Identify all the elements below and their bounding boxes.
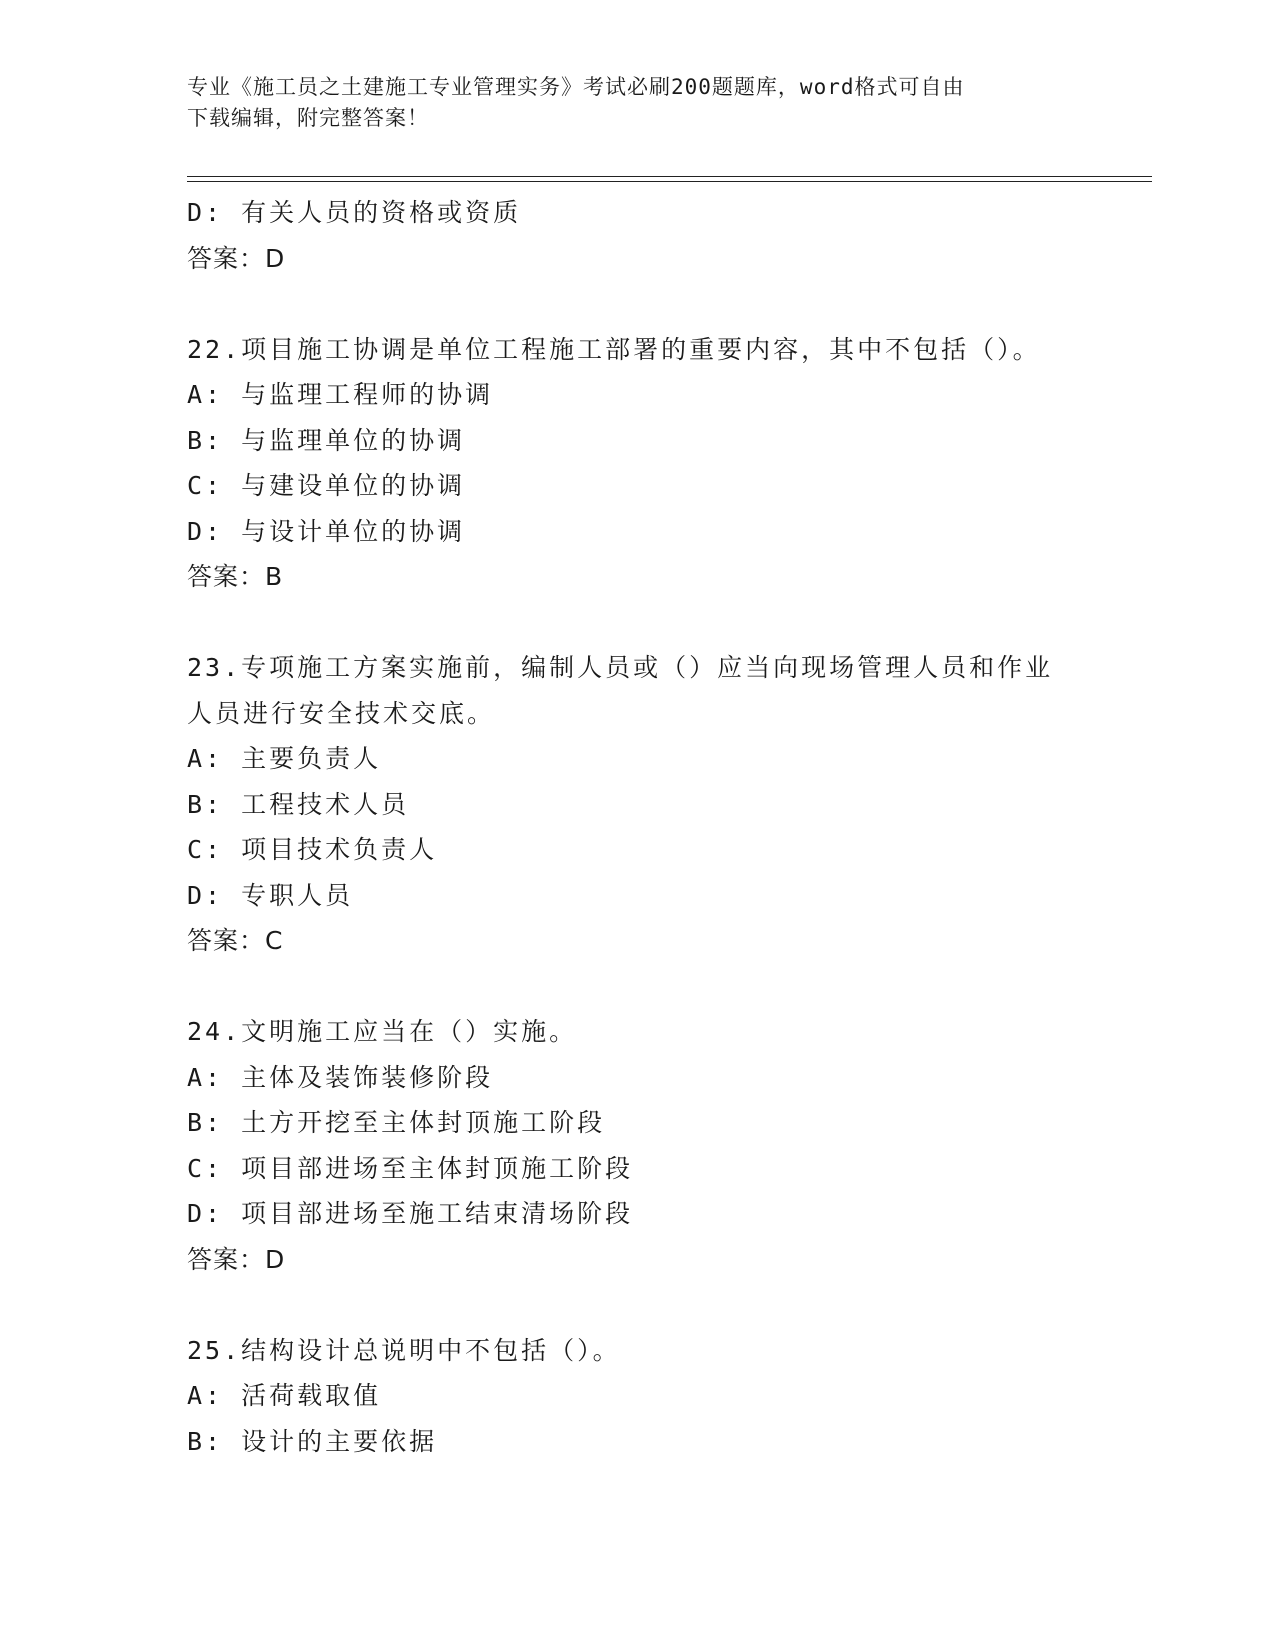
- option-d: D: 有关人员的资格或资质: [187, 198, 522, 227]
- option-a: A: 主体及装饰装修阶段: [187, 1062, 494, 1092]
- answer-line: 答案：D: [187, 243, 286, 273]
- option-b: B: 工程技术人员: [187, 789, 410, 819]
- option-b: B: 土方开挖至主体封顶施工阶段: [187, 1108, 606, 1137]
- answer-line: 答案：D: [187, 1244, 286, 1274]
- option-d: D: 专职人员: [187, 880, 354, 910]
- option-c: C: 与建设单位的协调: [187, 471, 466, 500]
- option-a: A: 主要负责人: [187, 744, 382, 773]
- question-stem: 24.文明施工应当在（）实施。: [187, 1017, 578, 1046]
- header-divider-bottom: [187, 181, 1152, 182]
- option-d: D: 与设计单位的协调: [187, 516, 466, 546]
- header-divider-top: [187, 176, 1152, 177]
- option-a: A: 与监理工程师的协调: [187, 380, 494, 409]
- spacer: [187, 964, 1087, 1010]
- question-list: [187, 190, 1087, 1464]
- question-stem: 25.结构设计总说明中不包括（）。: [187, 1335, 621, 1365]
- option-b: B: 设计的主要依据: [187, 1426, 438, 1456]
- option-d: D: 项目部进场至施工结束清场阶段: [187, 1199, 634, 1228]
- question-stem: 23.专项施工方案实施前，编制人员或（）应当向现场管理人员和作业: [187, 653, 1054, 682]
- option-b: B: 与监理单位的协调: [187, 425, 466, 455]
- question-stem-continued: 人员进行安全技术交底。: [187, 698, 496, 728]
- option-c: C: 项目技术负责人: [187, 835, 438, 864]
- spacer: [187, 600, 1087, 646]
- spacer: [187, 1282, 1087, 1328]
- header-line-2: 下载编辑，附完整答案！: [187, 106, 429, 130]
- document-header: [187, 72, 1067, 134]
- question-stem: 22.项目施工协调是单位工程施工部署的重要内容，其中不包括（）。: [187, 334, 1041, 364]
- answer-line: 答案：C: [187, 926, 284, 955]
- header-line-1: 专业《施工员之土建施工专业管理实务》考试必刷200题题库，word格式可自由: [187, 75, 965, 99]
- option-a: A: 活荷载取值: [187, 1381, 382, 1410]
- spacer: [187, 281, 1087, 327]
- option-c: C: 项目部进场至主体封顶施工阶段: [187, 1153, 634, 1183]
- answer-line: 答案：B: [187, 562, 284, 591]
